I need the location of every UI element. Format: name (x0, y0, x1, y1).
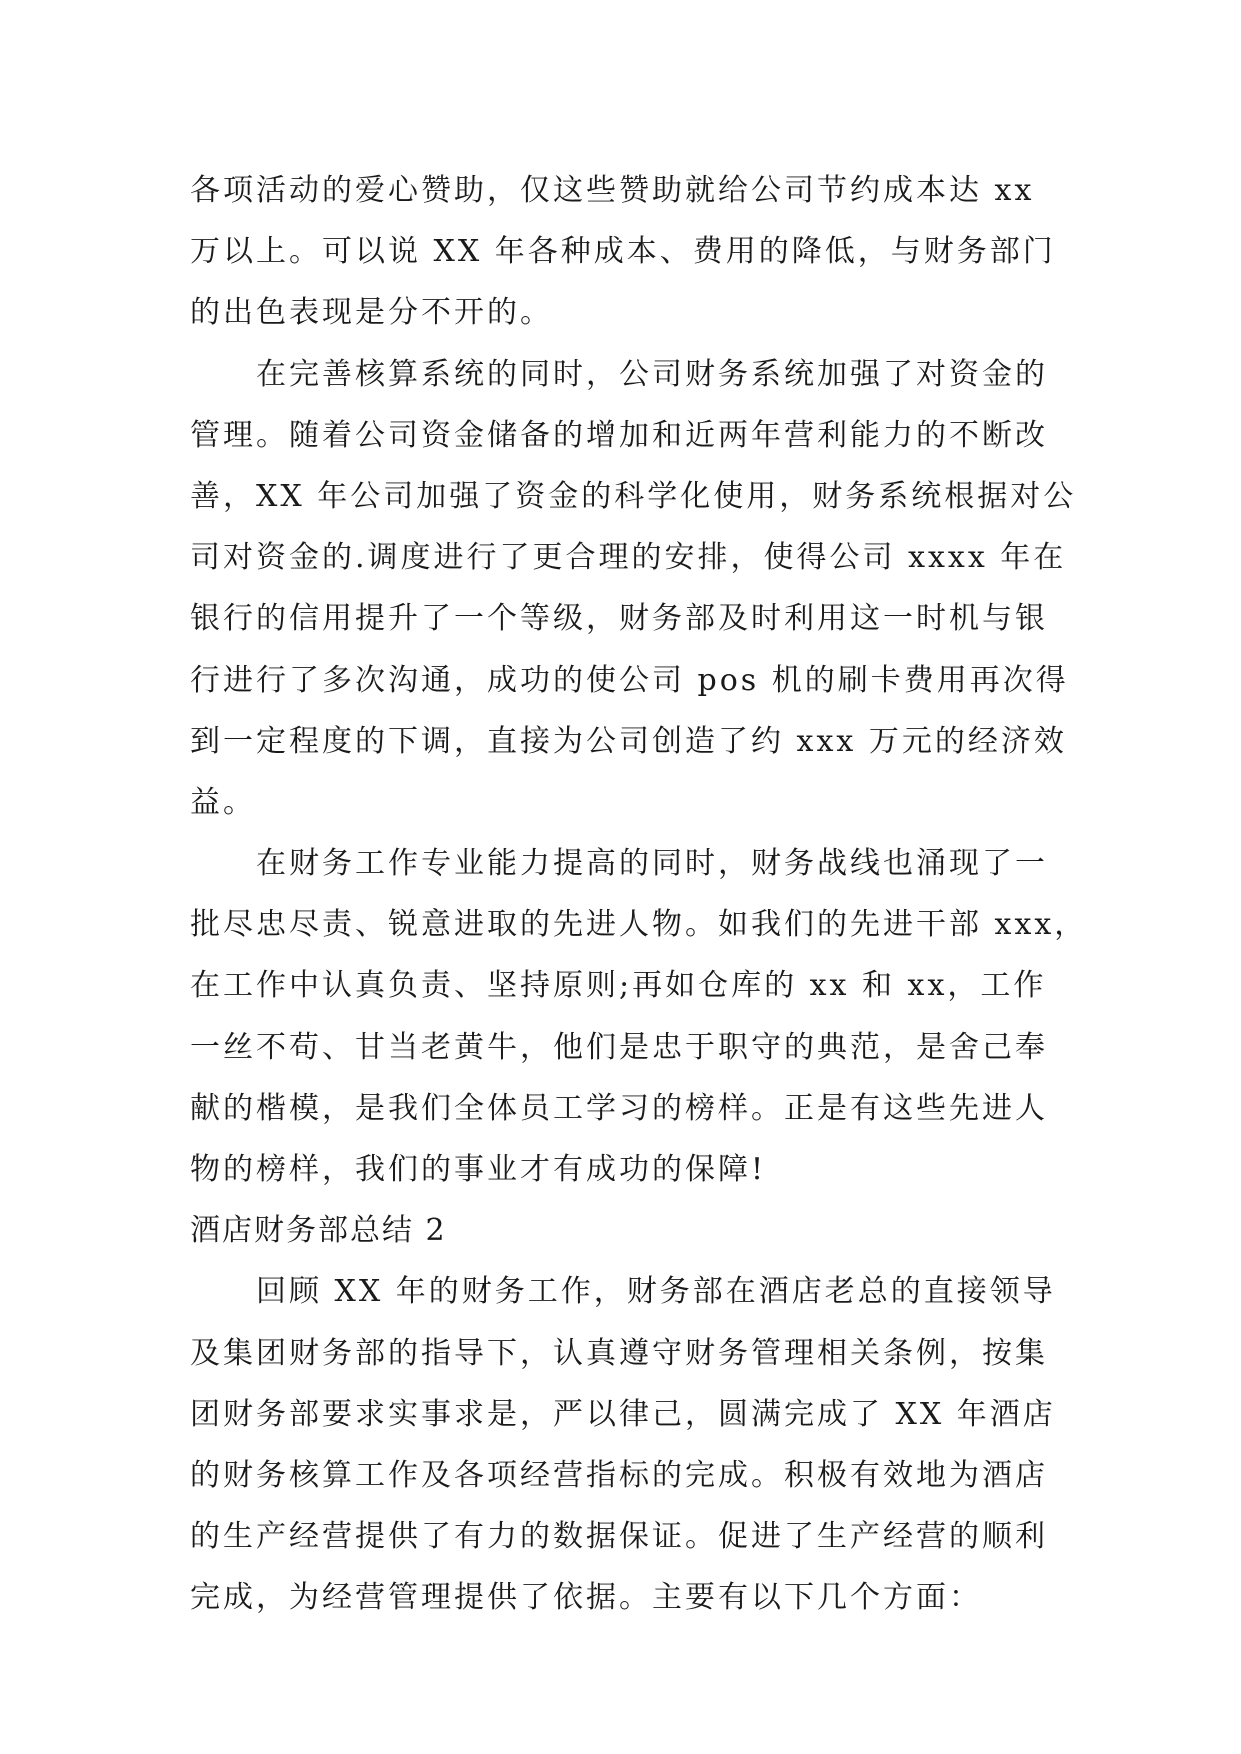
text-line: 的财务核算工作及各项经营指标的完成。积极有效地为酒店 (190, 1457, 1048, 1493)
text-line: 管理。随着公司资金储备的增加和近两年营利能力的不断改 (190, 417, 1048, 453)
text-line: 善，XX 年公司加强了资金的科学化使用，财务系统根据对公 (190, 478, 1077, 514)
text-line: 物的榜样，我们的事业才有成功的保障! (190, 1152, 767, 1187)
text-line: 益。 (190, 784, 256, 820)
text-line: 行进行了多次沟通，成功的使公司 pos 机的刷卡费用再次得 (190, 662, 1069, 698)
paragraph-first-line: 在财务工作专业能力提高的同时，财务战线也涌现了一 (256, 846, 1048, 882)
section-heading: 酒店财务部总结 2 (190, 1213, 447, 1249)
text-line: 的生产经营提供了有力的数据保证。促进了生产经营的顺利 (190, 1519, 1048, 1555)
paragraph-first-line: 在完善核算系统的同时，公司财务系统加强了对资金的 (256, 356, 1048, 392)
text-line: 完成，为经营管理提供了依据。主要有以下几个方面： (190, 1580, 982, 1616)
text-line: 到一定程度的下调，直接为公司创造了约 xxx 万元的经济效 (190, 723, 1067, 759)
paragraph-first-line: 回顾 XX 年的财务工作，财务部在酒店老总的直接领导 (256, 1274, 1056, 1310)
text-line: 的出色表现是分不开的。 (190, 295, 553, 331)
text-line: 及集团财务部的指导下，认真遵守财务管理相关条例，按集 (190, 1335, 1048, 1371)
text-line: 献的楷模，是我们全体员工学习的榜样。正是有这些先进人 (190, 1090, 1048, 1126)
text-line: 团财务部要求实事求是，严以律己，圆满完成了 XX 年酒店 (190, 1396, 1056, 1432)
document-body (190, 160, 1088, 1629)
text-line: 一丝不苟、甘当老黄牛，他们是忠于职守的典范，是舍己奉 (190, 1029, 1048, 1065)
text-line: 银行的信用提升了一个等级，财务部及时利用这一时机与银 (190, 601, 1048, 637)
text-line: 各项活动的爱心赞助，仅这些赞助就给公司节约成本达 xx (190, 173, 1035, 208)
text-line: 在工作中认真负责、坚持原则;再如仓库的 xx 和 xx，工作 (190, 968, 1047, 1004)
text-line: 批尽忠尽责、锐意进取的先进人物。如我们的先进干部 xxx， (190, 907, 1088, 943)
text-line: 万以上。可以说 XX 年各种成本、费用的降低，与财务部门 (190, 234, 1056, 270)
text-line: 司对资金的.调度进行了更合理的安排，使得公司 xxxx 年在 (190, 540, 1067, 576)
